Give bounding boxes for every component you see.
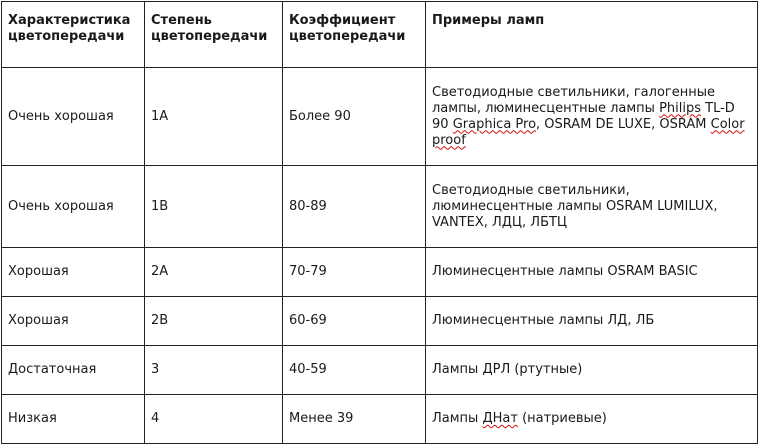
spellcheck-word[interactable]: Philips xyxy=(659,100,702,116)
examples-text: Светодиодные светильники, галогенные лампы, люминесцентные лампы xyxy=(432,84,715,116)
cell-characteristic: Достаточная xyxy=(2,346,145,395)
examples-text: (натриевые) xyxy=(517,411,607,426)
cell-degree: 2А xyxy=(145,248,283,297)
cell-coefficient: 60-69 xyxy=(283,297,426,346)
examples-text: TL-D 90 xyxy=(432,100,735,132)
header-characteristic: Характеристика цветопередачи xyxy=(2,2,145,68)
header-examples: Примеры ламп xyxy=(426,2,758,68)
cell-coefficient: 70-79 xyxy=(283,248,426,297)
cell-characteristic: Хорошая xyxy=(2,297,145,346)
cell-examples: Светодиодные светильники, люминесцентные лампы OSRAM LUMILUX, VANTEX, ЛДЦ, ЛБТЦ xyxy=(426,166,758,248)
cell-degree: 1А xyxy=(145,68,283,166)
table-row xyxy=(2,68,758,166)
header-coefficient: Коэффициент цветопередачи xyxy=(283,2,426,68)
cell-coefficient: 40-59 xyxy=(283,346,426,395)
spellcheck-word[interactable]: Graphica Pro xyxy=(452,116,537,132)
table-row xyxy=(2,248,758,297)
cell-degree: 4 xyxy=(145,395,283,444)
cell-examples: Лампы ДРЛ (ртутные) xyxy=(426,346,758,395)
cell-examples: Люминесцентные лампы ЛД, ЛБ xyxy=(426,297,758,346)
examples-text: , OSRAM DE LUXE, OSRAM xyxy=(536,116,711,132)
cell-coefficient: Более 90 xyxy=(283,68,426,166)
cell-examples xyxy=(426,395,758,444)
cell-characteristic: Низкая xyxy=(2,395,145,444)
examples-text: Лампы xyxy=(432,411,483,426)
table-row xyxy=(2,166,758,248)
cell-degree: 2В xyxy=(145,297,283,346)
cell-characteristic: Хорошая xyxy=(2,248,145,297)
cell-coefficient: 80-89 xyxy=(283,166,426,248)
spellcheck-word[interactable]: ДНат xyxy=(482,411,518,426)
spellcheck-word[interactable]: Color proof xyxy=(432,116,745,148)
cell-characteristic: Очень хорошая xyxy=(2,166,145,248)
color-rendering-table xyxy=(1,1,758,444)
table-row xyxy=(2,346,758,395)
table-row xyxy=(2,297,758,346)
cell-examples: Люминесцентные лампы OSRAM BASIC xyxy=(426,248,758,297)
header-degree: Степень цветопередачи xyxy=(145,2,283,68)
cell-degree: 3 xyxy=(145,346,283,395)
cell-characteristic: Очень хорошая xyxy=(2,68,145,166)
cell-coefficient: Менее 39 xyxy=(283,395,426,444)
cell-examples xyxy=(426,68,758,166)
table-row xyxy=(2,395,758,444)
cell-degree: 1В xyxy=(145,166,283,248)
table-header-row xyxy=(2,2,758,68)
